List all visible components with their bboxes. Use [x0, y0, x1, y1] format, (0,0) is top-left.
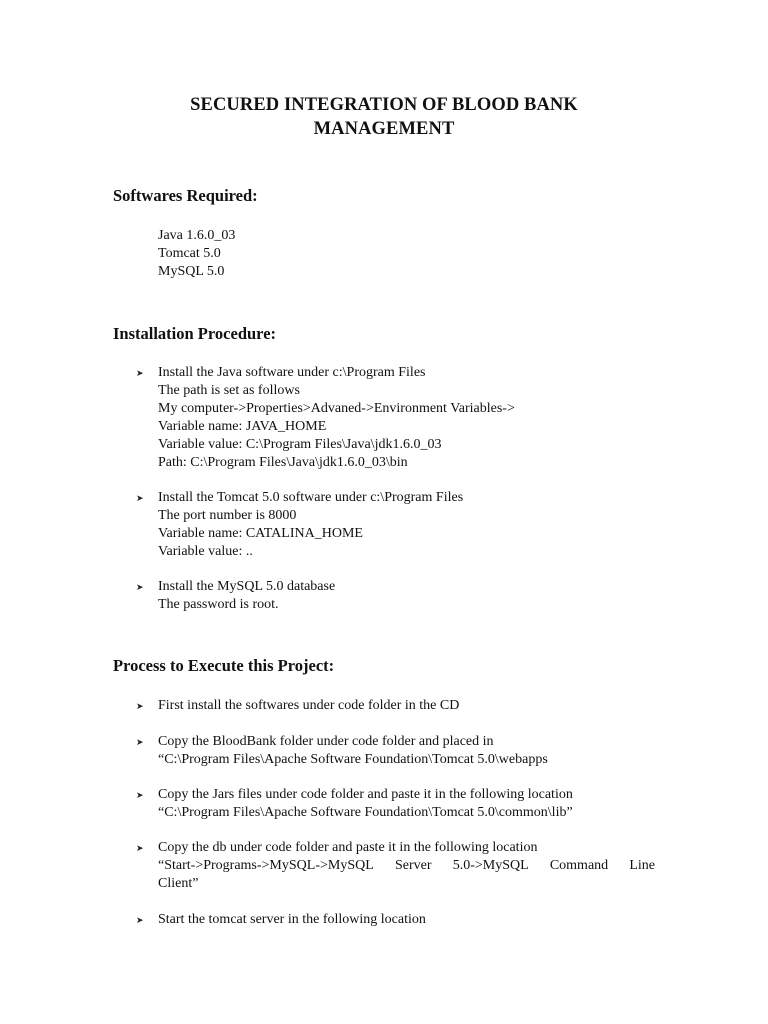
arrow-bullet-icon: ➤: [136, 582, 144, 592]
item-line: Variable value: ..: [158, 544, 253, 559]
title-line-2: MANAGEMENT: [313, 119, 455, 139]
item-line: Install the Tomcat 5.0 software under c:\Program Files: [158, 490, 464, 505]
line-word: Line: [629, 858, 655, 873]
item-line: Install the Java software under c:\Program Files: [158, 365, 426, 380]
line-word: Command: [549, 858, 609, 873]
item-line: Copy the Jars files under code folder and paste it in the following location: [158, 787, 573, 802]
softwares-heading: Softwares Required:: [113, 186, 258, 205]
software-item: Tomcat 5.0: [158, 246, 221, 261]
software-item: Java 1.6.0_03: [158, 228, 236, 243]
installation-heading: Installation Procedure:: [113, 324, 277, 343]
arrow-bullet-icon: ➤: [136, 915, 144, 925]
item-line: “C:\Program Files\Apache Software Foundation\Tomcat 5.0\common\lib”: [158, 805, 573, 820]
item-line: The path is set as follows: [158, 383, 300, 398]
arrow-bullet-icon: ➤: [136, 737, 144, 747]
arrow-bullet-icon: ➤: [136, 843, 144, 853]
item-line: My computer->Properties>Advaned->Environment Variables->: [158, 401, 515, 416]
arrow-bullet-icon: ➤: [136, 368, 144, 378]
item-line: Copy the BloodBank folder under code folder and placed in: [158, 734, 494, 749]
software-item: MySQL 5.0: [158, 264, 225, 279]
line-word: “Start->Programs->MySQL->MySQL: [158, 858, 374, 873]
item-line: Variable name: CATALINA_HOME: [158, 526, 363, 541]
arrow-bullet-icon: ➤: [136, 790, 144, 800]
item-line: Variable value: C:\Program Files\Java\jdk1.6.0_03: [158, 437, 442, 452]
item-line: Variable name: JAVA_HOME: [158, 419, 327, 434]
item-line: Install the MySQL 5.0 database: [158, 579, 336, 594]
document-title: [0, 93, 768, 141]
item-line: First install the softwares under code folder in the CD: [158, 698, 460, 713]
line-word: 5.0->MySQL: [452, 858, 529, 873]
item-line: “C:\Program Files\Apache Software Foundation\Tomcat 5.0\webapps: [158, 752, 548, 767]
item-line-justified: [158, 857, 655, 875]
title-line-1: SECURED INTEGRATION OF BLOOD BANK: [190, 95, 578, 115]
arrow-bullet-icon: ➤: [136, 493, 144, 503]
item-line: Copy the db under code folder and paste it in the following location: [158, 840, 538, 855]
item-line: The password is root.: [158, 597, 279, 612]
item-line: Path: C:\Program Files\Java\jdk1.6.0_03\bin: [158, 455, 408, 470]
line-word: Server: [394, 858, 432, 873]
item-line: Client”: [158, 876, 199, 891]
arrow-bullet-icon: ➤: [136, 701, 144, 711]
item-line: Start the tomcat server in the following location: [158, 912, 426, 927]
process-heading: Process to Execute this Project:: [113, 656, 335, 675]
item-line: The port number is 8000: [158, 508, 297, 523]
